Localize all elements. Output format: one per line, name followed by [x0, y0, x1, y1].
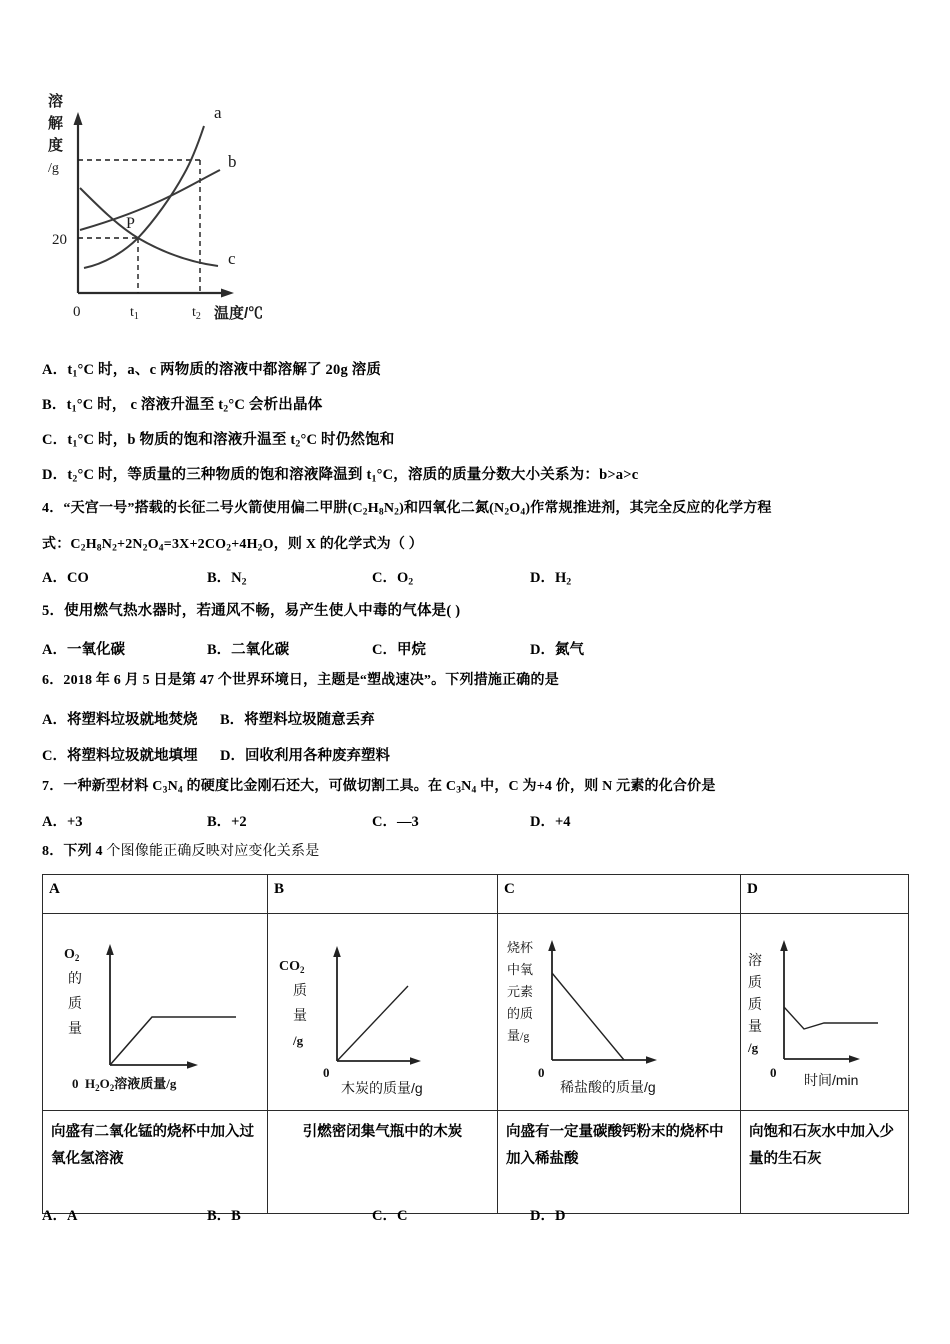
mini-a-xlabel: 0 $H_2O_2$溶液质量/g	[72, 1075, 177, 1093]
q4-option-b: B．$N_2$	[207, 570, 247, 588]
y-axis-label-char-1: 解	[48, 115, 64, 132]
table-chart-row	[43, 914, 909, 1111]
q4-option-a: A．CO	[42, 570, 89, 586]
table-desc-b: 引燃密闭集气瓶中的木炭	[268, 1111, 498, 1214]
table-header-row	[43, 875, 909, 914]
mini-c-ylabel-4: 量/g	[507, 1027, 530, 1043]
solubility-curve-figure	[42, 78, 342, 328]
image-comparison-table	[42, 874, 909, 1214]
q5-stem: 5．使用燃气热水器时，若通风不畅，易产生使人中毒的气体是( )	[42, 603, 461, 619]
q4-option-d: D．$H_2$	[530, 570, 572, 588]
curve-a	[84, 126, 204, 268]
mini-c-ylabel-3: 的质	[507, 1005, 534, 1021]
table-cell-chart-d	[741, 914, 909, 1111]
mini-a-y-arrow	[106, 944, 114, 955]
mini-c-y-arrow	[548, 940, 556, 951]
q3-option-d-text: $t_2^\circ C$ 时，等质量的三种物质的饱和溶液降温到 $t_1^\circ C$，溶质的质量分数大小关系为：b>a>c	[67, 467, 639, 485]
q3-option-b-text: $t_1^\circ C$ 时， c 溶液升温至 $t_2^\circ C$ 会析出晶体	[66, 397, 323, 415]
mini-a-ylabel-3: 量	[68, 1019, 82, 1036]
mini-d-x-arrow	[849, 1055, 860, 1063]
q7-option-c: C．—3	[372, 814, 419, 830]
x-tick-t2: $t_2$	[192, 305, 201, 322]
mini-c-plot-line	[552, 973, 624, 1060]
curve-b	[80, 170, 220, 230]
mini-chart-c	[504, 925, 734, 1100]
table-header-c: C	[498, 875, 741, 914]
q7-option-b: B．+2	[207, 814, 247, 830]
mini-a-x-arrow	[187, 1061, 198, 1069]
q8-final-option-a: A．A	[42, 1208, 78, 1224]
q8-final-option-d: D．D	[530, 1208, 566, 1224]
mini-c-ylabel-1: 中氧	[507, 961, 534, 977]
mini-d-plot-line	[784, 1007, 878, 1029]
mini-chart-d	[742, 925, 907, 1100]
mini-c-xlabel: 稀盐酸的质量/g	[560, 1078, 656, 1095]
y-axis-label-char-0: 溶	[48, 93, 64, 110]
q6-options-line1	[42, 708, 602, 728]
q8-final-option-b: B．B	[207, 1208, 241, 1224]
mini-d-ylabel-3: 量	[748, 1017, 762, 1034]
q8-stem	[42, 843, 319, 861]
q5-option-d: D．氮气	[530, 642, 584, 658]
mini-d-origin: 0	[770, 1064, 777, 1080]
mini-c-ylabel-2: 元素	[507, 983, 534, 999]
mini-a-plot-line	[110, 1017, 236, 1065]
x-tick-t1: $t_1$	[130, 305, 139, 322]
y-axis-label-char-3: /g	[48, 161, 59, 176]
mini-b-ylabel-0: $CO_2$	[279, 958, 305, 975]
mini-d-ylabel-1: 质	[748, 973, 762, 990]
table-header-a: A	[43, 875, 268, 914]
q4-option-c: C．$O_2$	[372, 570, 414, 588]
q3-option-a	[42, 361, 381, 381]
table-cell-chart-b	[268, 914, 498, 1111]
mini-b-origin: 0	[323, 1064, 330, 1080]
curve-c-label: c	[228, 249, 236, 268]
q7-options	[42, 810, 602, 830]
q8-stem-rest: 个图像能正确反映对应变化关系是	[106, 844, 320, 859]
q4-options	[42, 566, 602, 586]
q5-option-c: C．甲烷	[372, 642, 426, 658]
table-desc-c: 向盛有一定量碳酸钙粉末的烧杯中加入稀盐酸	[498, 1111, 741, 1214]
mini-d-ylabel-2: 质	[748, 995, 762, 1012]
q6-option-a: A．将塑料垃圾就地焚烧	[42, 712, 198, 728]
mini-chart-a	[50, 925, 260, 1100]
y-tick-20: 20	[52, 232, 67, 248]
y-axis-label-char-2: 度	[48, 137, 64, 154]
mini-b-plot-line	[337, 986, 408, 1061]
x-origin-label: 0	[73, 304, 81, 320]
x-axis-label: 温度/℃	[214, 305, 264, 322]
q6-option-c: C．将塑料垃圾就地填埋	[42, 748, 198, 764]
table-header-b: B	[268, 875, 498, 914]
q4-stem-line2: 式：$C_2H_8N_2+2N_2O_4=3X+2CO_2+4H_2O$，则 X 的化学式为（ ）	[42, 537, 423, 554]
mini-a-ylabel-0: $O_2$	[64, 946, 80, 963]
mini-chart-b	[275, 925, 490, 1100]
q7-option-a: A．+3	[42, 814, 83, 830]
mini-d-xlabel: 时间/min	[804, 1071, 859, 1088]
q3-option-b-letter: B．	[42, 397, 67, 413]
q8-final-option-c: C．C	[372, 1208, 408, 1224]
q7-option-d: D．+4	[530, 814, 571, 830]
y-axis-arrow	[74, 112, 83, 125]
mini-d-ylabel-0: 溶	[748, 951, 762, 968]
table-desc-d: 向饱和石灰水中加入少量的生石灰	[741, 1111, 909, 1214]
solubility-svg	[42, 78, 342, 328]
table-cell-chart-c	[498, 914, 741, 1111]
table-desc-a: 向盛有二氧化锰的烧杯中加入过氧化氢溶液	[43, 1111, 268, 1214]
mini-c-origin: 0	[538, 1064, 545, 1080]
mini-b-xlabel: 木炭的质量/g	[341, 1079, 423, 1096]
q3-option-a-text: $t_1^\circ C$ 时，a、c 两物质的溶液中都溶解了 20g 溶质	[67, 362, 382, 380]
q6-option-d: D．回收利用各种废弃塑料	[220, 748, 390, 764]
curve-a-label: a	[214, 103, 222, 122]
mini-b-ylabel-1: 质	[293, 981, 307, 998]
point-p-label: P	[126, 215, 135, 232]
mini-d-ylabel-4: /g	[748, 1039, 759, 1055]
q6-stem: 6．2018 年 6 月 5 日是第 47 个世界环境日，主题是“塑战速决”。下列措施正确的是	[42, 673, 559, 688]
q8-final-options	[42, 1204, 922, 1226]
x-axis-arrow	[221, 289, 234, 298]
q3-option-a-letter: A．	[42, 362, 68, 378]
mini-a-ylabel-1: 的	[68, 969, 82, 986]
mini-c-ylabel-0: 烧杯	[507, 939, 534, 955]
q7-stem: 7．一种新型材料 $C_3N_4$ 的硬度比金刚石还大，可做切割工具。在 $C_3N_4$ 中，C 为+4 价，则 N 元素的化合价是	[42, 779, 716, 796]
q5-options	[42, 638, 602, 658]
q4-stem-line1: 4．“天宫一号”搭载的长征二号火箭使用偏二甲肼$(C_2H_8N_2)$和四氧化二氮$(N_2O_4)$作常规推进剂，其完全反应的化学方程	[42, 501, 772, 518]
q3-option-d	[42, 466, 638, 486]
q6-option-b: B．将塑料垃圾随意丢弃	[220, 712, 375, 728]
mini-d-y-arrow	[780, 940, 788, 951]
mini-c-x-arrow	[646, 1056, 657, 1064]
q3-option-b	[42, 396, 322, 416]
q3-option-d-letter: D．	[42, 467, 68, 483]
curve-b-label: b	[228, 152, 237, 171]
table-header-d: D	[741, 875, 909, 914]
mini-b-y-arrow	[333, 946, 341, 957]
mini-b-ylabel-2: 量	[293, 1006, 307, 1023]
mini-a-ylabel-2: 质	[68, 994, 82, 1011]
table-cell-chart-a	[43, 914, 268, 1111]
q8-stem-bold: 8．下列 4	[42, 844, 107, 859]
table-description-row	[43, 1111, 909, 1214]
q5-option-b: B．二氧化碳	[207, 642, 290, 658]
q3-option-c-letter: C．	[42, 432, 68, 448]
mini-b-x-arrow	[410, 1057, 421, 1065]
mini-b-ylabel-3: /g	[293, 1032, 304, 1048]
q6-options-line2	[42, 744, 602, 764]
q3-option-c-text: $t_1^\circ C$ 时，b 物质的饱和溶液升温至 $t_2^\circ C$ 时仍然饱和	[67, 432, 395, 450]
q3-option-c	[42, 431, 395, 451]
q5-option-a: A．一氧化碳	[42, 642, 125, 658]
